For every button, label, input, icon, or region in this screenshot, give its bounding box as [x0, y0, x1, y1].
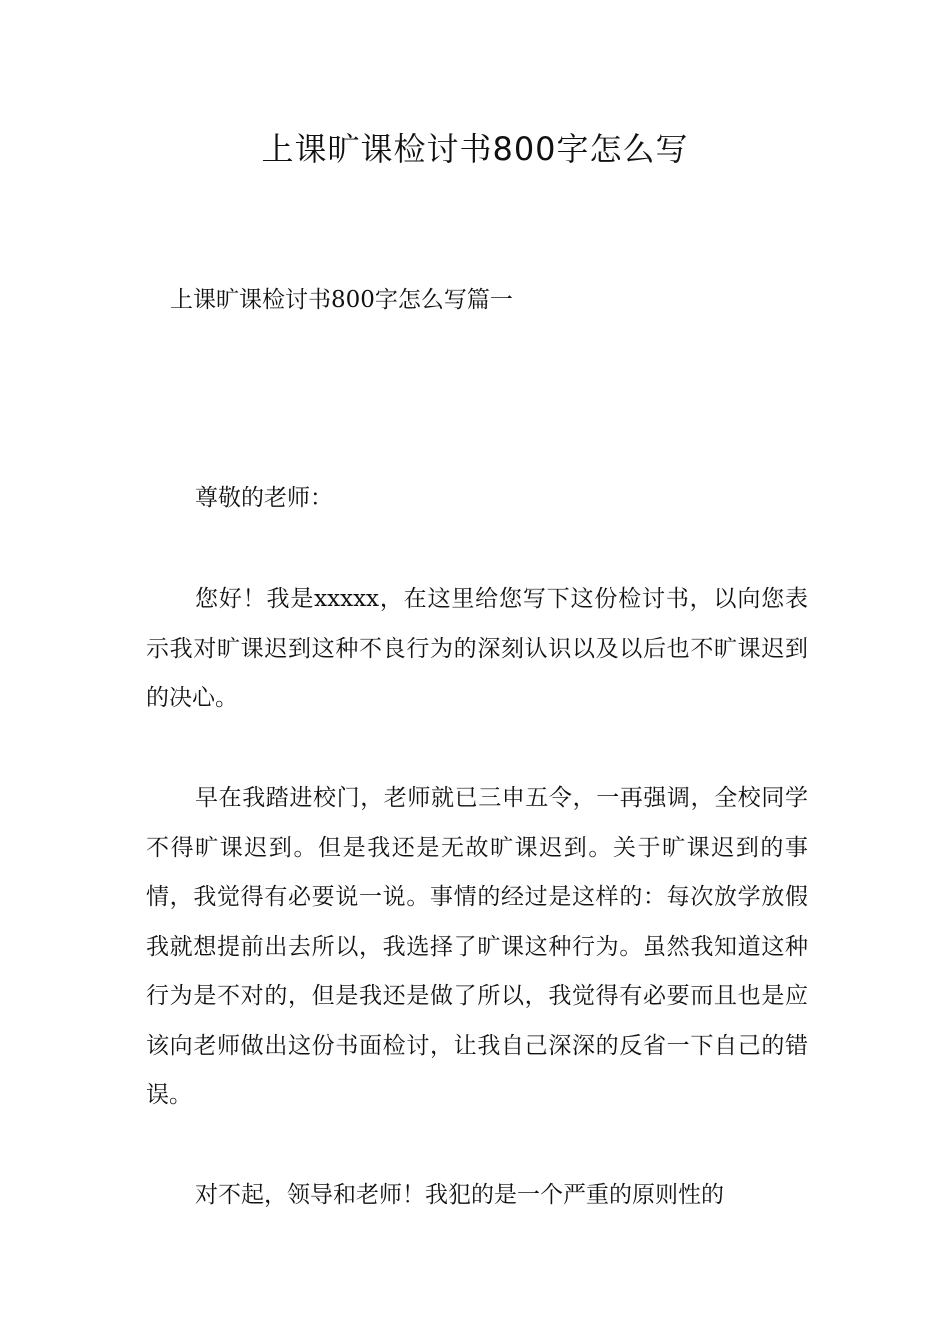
body-paragraph: 早在我踏进校门，老师就已三申五令，一再强调，全校同学不得旷课迟到。但是我还是无故旷课迟到。关于旷课迟到的事情，我觉得有必要说一说。事情的经过是这样的：每次放学放假我就想提前出去所以，我选择了旷课这种行为。虽然我知道这种行为是不对的，但是我还是做了所以，我觉得有必要而且也是应该向老师做出这份书面检讨，让我自己深深的反省一下自己的错误。 — [146, 785, 808, 1108]
body-paragraph: 对不起，领导和老师！我犯的是一个严重的原则性的 — [195, 1182, 724, 1208]
salutation: 尊敬的老师： — [195, 485, 333, 511]
section-heading: 上课旷课检讨书800字怎么写篇一 — [170, 287, 513, 313]
body-paragraph: 您好！我是xxxxx，在这里给您写下这份检讨书，以向您表示我对旷课迟到这种不良行为的深刻认识以及以后也不旷课迟到的决心。 — [146, 586, 808, 711]
document-title: 上课旷课检讨书800字怎么写 — [261, 130, 689, 168]
